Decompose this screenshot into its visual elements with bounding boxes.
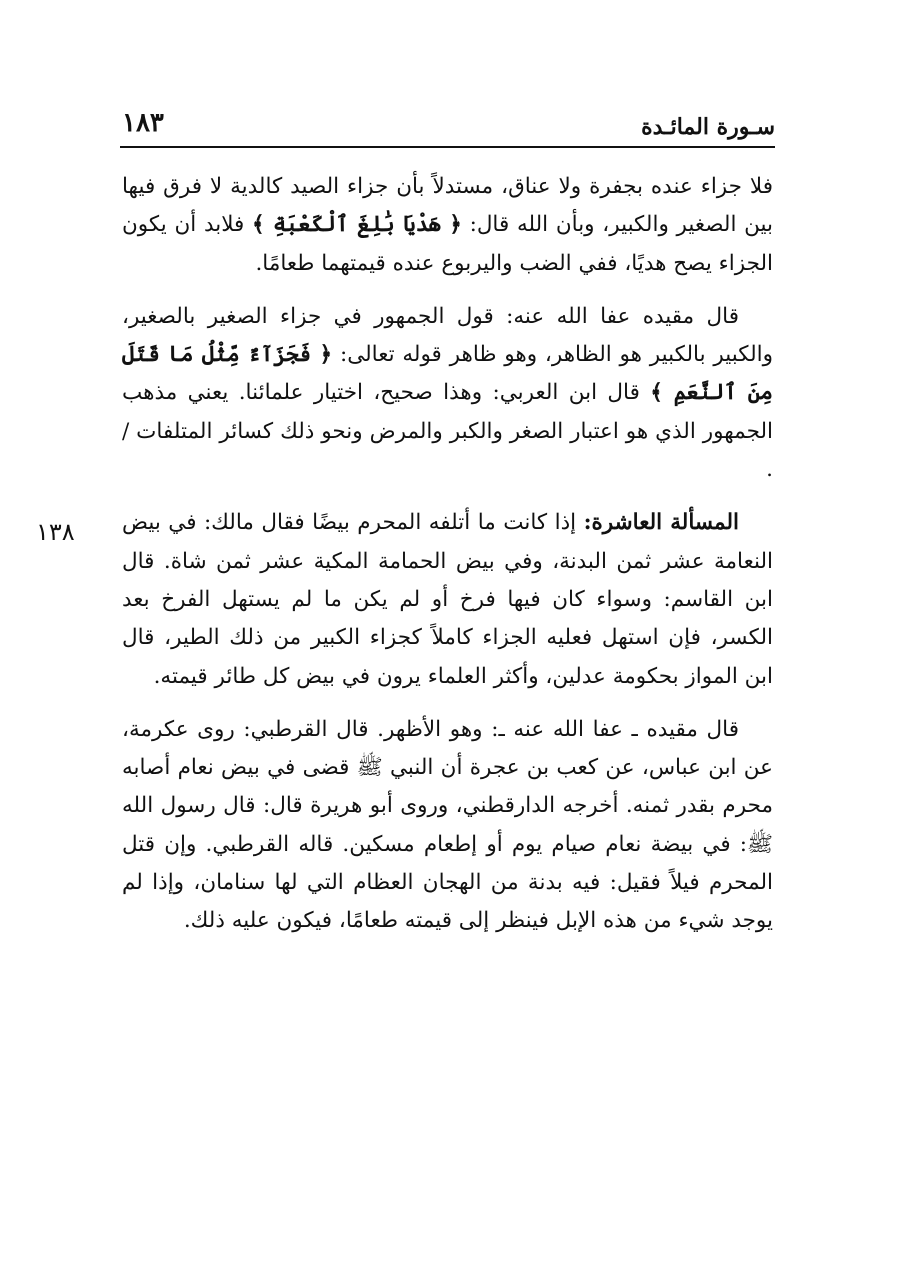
paragraph-2-text-a: قال مقيده عفا الله عنه: قول الجمهور في جزاء الصغير بالصغير، والكبير بالكبير هو الظاهر، وهو ظاهر قوله تعالى: (122, 303, 773, 368)
paragraph-2-text-b: قال ابن العربي: وهذا صحيح، اختيار علمائنا. يعني مذهب الجمهور الذي هو اعتبار الصغر والكبر والمرض ونحو ذلك كسائر المتلفات / . (122, 380, 773, 483)
paragraph-4-text: قال مقيده ـ عفا الله عنه ـ: وهو الأظهر. قال القرطبي: روى عكرمة، عن ابن عباس، عن كعب بن عجرة أن النبي ﷺ قضى في بيض نعام أصابه محرم بقدر ثمنه. أخرجه الدارقطني، وروى أبو هريرة قال: قال رسول الله ﷺ: في بيضة نعام صيام يوم أو إطعام مسكين. قاله القرطبي. وإن قتل المحرم فيلاً فقيل: فيه بدنة من الهجان العظام التي لها سنامان، وإذا لم يوجد شيء من هذه الإبل فينظر إلى قيمته طعامًا، فيكون عليه ذلك. (122, 716, 773, 934)
paragraph-2 (122, 298, 773, 489)
margin-page-reference: ١٣٨ (36, 518, 75, 546)
paragraph-1 (122, 168, 773, 283)
quran-verse-2: ﴿ فَجَزَآءٌ مِّثْلُ مَا قَتَلَ مِنَ ٱلنَّعَمِ ﴾ (122, 342, 773, 406)
paragraph-1-text-b: فلابد أن يكون الجزاء يصح هديًا، ففي الضب واليربوع عنده قيمتهما طعامًا. (122, 212, 773, 276)
paragraph-4 (122, 711, 773, 941)
page-header (120, 104, 775, 148)
quran-verse-1: ﴿ هَدْيَا بَٰلِغَ ٱلْكَعْبَةِ ﴾ (252, 212, 462, 238)
section-heading: المسألة العاشرة: (583, 510, 739, 536)
page-number: ١٨٣ (122, 108, 164, 138)
page-body (122, 168, 773, 956)
surah-title: سـورة المائـدة (641, 114, 775, 140)
paragraph-3 (122, 504, 773, 695)
paragraph-1-text-a: فلا جزاء عنده بجفرة ولا عناق، مستدلاً بأن جزاء الصيد كالدية لا فرق فيها بين الصغير والكبير، وبأن الله قال: (122, 174, 773, 238)
paragraph-3-text: إذا كانت ما أتلفه المحرم بيضًا فقال مالك: في بيض النعامة عشر ثمن البدنة، وفي بيض الحمامة المكية عشر ثمن شاة. قال ابن القاسم: وسواء كان فيها فرخ أو لم يكن ما لم يستهل الفرخ بعد الكسر، فإن استهل فعليه الجزاء كاملاً كجزاء الكبير من ذلك الطير، قال ابن المواز بحكومة عدلين، وأكثر العلماء يرون في بيض كل طائر قيمته. (122, 510, 773, 689)
